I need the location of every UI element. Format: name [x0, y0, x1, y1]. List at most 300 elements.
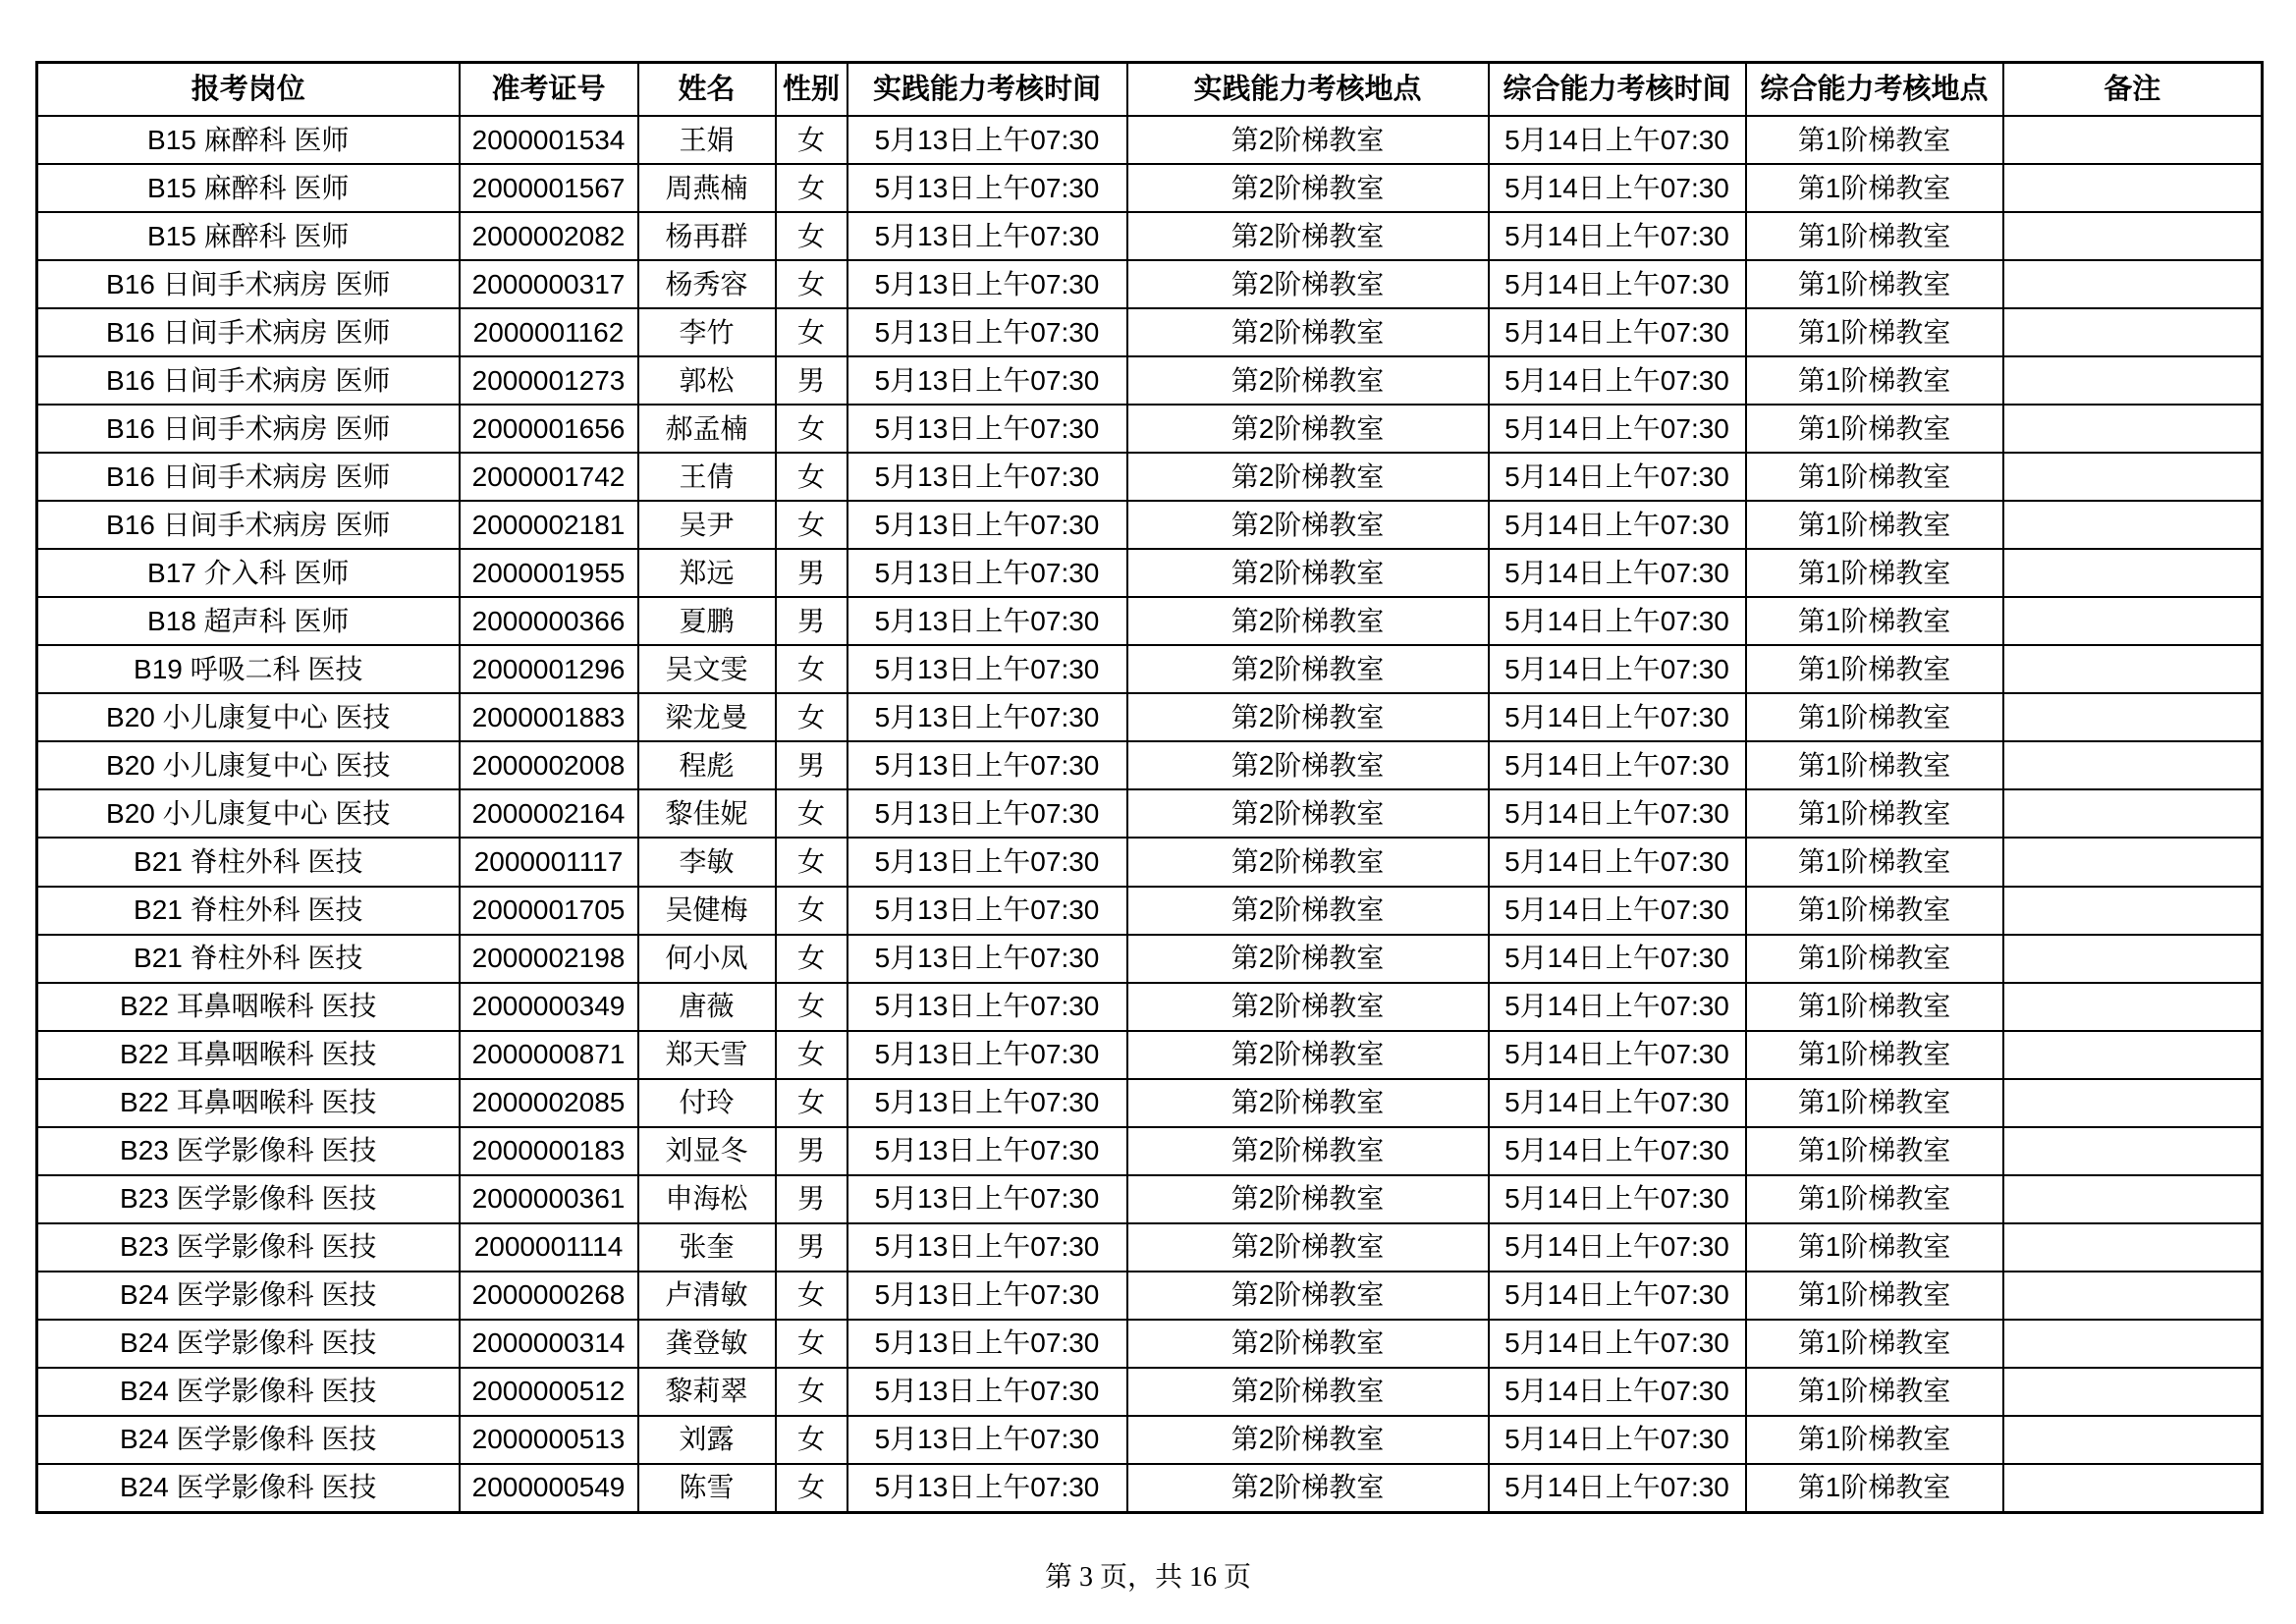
cell-practice-time: 5月13日上午07:30 — [847, 212, 1127, 260]
cell-practice-time: 5月13日上午07:30 — [847, 1416, 1127, 1464]
cell-ticket-number: 2000002164 — [460, 789, 638, 838]
cell-ticket-number: 2000000871 — [460, 1031, 638, 1079]
table-row — [37, 1416, 2263, 1464]
cell-comprehensive-time: 5月14日上午07:30 — [1489, 501, 1746, 549]
cell-position: B23 医学影像科 医技 — [37, 1127, 460, 1175]
cell-remarks — [2003, 1416, 2263, 1464]
cell-name: 张奎 — [638, 1223, 776, 1272]
cell-practice-time: 5月13日上午07:30 — [847, 453, 1127, 501]
cell-gender: 女 — [776, 1464, 847, 1513]
cell-practice-location: 第2阶梯教室 — [1127, 645, 1489, 693]
cell-practice-location: 第2阶梯教室 — [1127, 453, 1489, 501]
cell-name: 李竹 — [638, 308, 776, 356]
cell-practice-time: 5月13日上午07:30 — [847, 405, 1127, 453]
table-row — [37, 1223, 2263, 1272]
cell-name: 郑天雪 — [638, 1031, 776, 1079]
cell-remarks — [2003, 116, 2263, 164]
cell-comprehensive-location: 第1阶梯教室 — [1746, 1079, 2003, 1127]
cell-gender: 女 — [776, 645, 847, 693]
cell-ticket-number: 2000001955 — [460, 549, 638, 597]
table-row — [37, 501, 2263, 549]
cell-remarks — [2003, 501, 2263, 549]
cell-remarks — [2003, 549, 2263, 597]
cell-position: B22 耳鼻咽喉科 医技 — [37, 1031, 460, 1079]
cell-remarks — [2003, 1368, 2263, 1416]
cell-practice-location: 第2阶梯教室 — [1127, 1223, 1489, 1272]
cell-comprehensive-time: 5月14日上午07:30 — [1489, 597, 1746, 645]
table-row — [37, 308, 2263, 356]
cell-practice-location: 第2阶梯教室 — [1127, 983, 1489, 1031]
cell-practice-location: 第2阶梯教室 — [1127, 549, 1489, 597]
table-row — [37, 212, 2263, 260]
cell-name: 吴文雯 — [638, 645, 776, 693]
cell-gender: 女 — [776, 405, 847, 453]
cell-practice-location: 第2阶梯教室 — [1127, 935, 1489, 983]
cell-practice-time: 5月13日上午07:30 — [847, 549, 1127, 597]
cell-comprehensive-location: 第1阶梯教室 — [1746, 1175, 2003, 1223]
cell-ticket-number: 2000000314 — [460, 1320, 638, 1368]
cell-practice-time: 5月13日上午07:30 — [847, 887, 1127, 935]
cell-practice-location: 第2阶梯教室 — [1127, 260, 1489, 308]
table-row — [37, 645, 2263, 693]
exam-roster-sheet — [35, 61, 2261, 1514]
cell-name: 郭松 — [638, 356, 776, 405]
cell-position: B15 麻醉科 医师 — [37, 212, 460, 260]
cell-practice-location: 第2阶梯教室 — [1127, 164, 1489, 212]
cell-remarks — [2003, 356, 2263, 405]
header-name: 姓名 — [638, 63, 776, 117]
cell-gender: 男 — [776, 1223, 847, 1272]
cell-comprehensive-time: 5月14日上午07:30 — [1489, 164, 1746, 212]
cell-ticket-number: 2000002085 — [460, 1079, 638, 1127]
cell-position: B24 医学影像科 医技 — [37, 1368, 460, 1416]
cell-comprehensive-time: 5月14日上午07:30 — [1489, 983, 1746, 1031]
cell-ticket-number: 2000001705 — [460, 887, 638, 935]
cell-position: B18 超声科 医师 — [37, 597, 460, 645]
cell-practice-location: 第2阶梯教室 — [1127, 1031, 1489, 1079]
cell-ticket-number: 2000000366 — [460, 597, 638, 645]
cell-comprehensive-location: 第1阶梯教室 — [1746, 453, 2003, 501]
cell-comprehensive-time: 5月14日上午07:30 — [1489, 1416, 1746, 1464]
cell-gender: 女 — [776, 789, 847, 838]
cell-remarks — [2003, 1223, 2263, 1272]
cell-comprehensive-location: 第1阶梯教室 — [1746, 597, 2003, 645]
cell-practice-time: 5月13日上午07:30 — [847, 1127, 1127, 1175]
cell-practice-time: 5月13日上午07:30 — [847, 645, 1127, 693]
cell-remarks — [2003, 1464, 2263, 1513]
cell-remarks — [2003, 308, 2263, 356]
cell-comprehensive-time: 5月14日上午07:30 — [1489, 1031, 1746, 1079]
cell-remarks — [2003, 935, 2263, 983]
cell-name: 李敏 — [638, 838, 776, 886]
cell-comprehensive-location: 第1阶梯教室 — [1746, 1127, 2003, 1175]
cell-gender: 女 — [776, 453, 847, 501]
table-row — [37, 935, 2263, 983]
cell-comprehensive-time: 5月14日上午07:30 — [1489, 887, 1746, 935]
cell-comprehensive-location: 第1阶梯教室 — [1746, 116, 2003, 164]
cell-practice-location: 第2阶梯教室 — [1127, 887, 1489, 935]
cell-comprehensive-time: 5月14日上午07:30 — [1489, 935, 1746, 983]
cell-practice-time: 5月13日上午07:30 — [847, 1368, 1127, 1416]
cell-comprehensive-location: 第1阶梯教室 — [1746, 1416, 2003, 1464]
cell-remarks — [2003, 887, 2263, 935]
cell-name: 郑远 — [638, 549, 776, 597]
cell-gender: 男 — [776, 549, 847, 597]
cell-ticket-number: 2000002008 — [460, 741, 638, 789]
cell-position: B20 小儿康复中心 医技 — [37, 693, 460, 741]
cell-position: B19 呼吸二科 医技 — [37, 645, 460, 693]
cell-practice-time: 5月13日上午07:30 — [847, 693, 1127, 741]
cell-practice-time: 5月13日上午07:30 — [847, 164, 1127, 212]
cell-ticket-number: 2000000317 — [460, 260, 638, 308]
table-row — [37, 693, 2263, 741]
cell-comprehensive-location: 第1阶梯教室 — [1746, 1031, 2003, 1079]
cell-gender: 女 — [776, 935, 847, 983]
cell-remarks — [2003, 789, 2263, 838]
cell-remarks — [2003, 1272, 2263, 1320]
cell-remarks — [2003, 1079, 2263, 1127]
cell-comprehensive-time: 5月14日上午07:30 — [1489, 549, 1746, 597]
cell-name: 王倩 — [638, 453, 776, 501]
cell-name: 申海松 — [638, 1175, 776, 1223]
cell-name: 刘显冬 — [638, 1127, 776, 1175]
cell-gender: 女 — [776, 116, 847, 164]
cell-position: B23 医学影像科 医技 — [37, 1223, 460, 1272]
cell-position: B24 医学影像科 医技 — [37, 1464, 460, 1513]
cell-comprehensive-location: 第1阶梯教室 — [1746, 935, 2003, 983]
cell-ticket-number: 2000000513 — [460, 1416, 638, 1464]
cell-ticket-number: 2000000361 — [460, 1175, 638, 1223]
cell-ticket-number: 2000001534 — [460, 116, 638, 164]
cell-practice-time: 5月13日上午07:30 — [847, 1079, 1127, 1127]
cell-gender: 女 — [776, 693, 847, 741]
cell-name: 夏鹏 — [638, 597, 776, 645]
cell-ticket-number: 2000001114 — [460, 1223, 638, 1272]
table-row — [37, 1079, 2263, 1127]
cell-remarks — [2003, 1031, 2263, 1079]
table-row — [37, 789, 2263, 838]
cell-comprehensive-time: 5月14日上午07:30 — [1489, 1175, 1746, 1223]
cell-position: B22 耳鼻咽喉科 医技 — [37, 983, 460, 1031]
header-practice-time: 实践能力考核时间 — [847, 63, 1127, 117]
cell-practice-time: 5月13日上午07:30 — [847, 260, 1127, 308]
cell-ticket-number: 2000000183 — [460, 1127, 638, 1175]
cell-gender: 女 — [776, 1368, 847, 1416]
header-position: 报考岗位 — [37, 63, 460, 117]
cell-practice-time: 5月13日上午07:30 — [847, 1272, 1127, 1320]
cell-comprehensive-location: 第1阶梯教室 — [1746, 838, 2003, 886]
cell-practice-location: 第2阶梯教室 — [1127, 838, 1489, 886]
cell-comprehensive-time: 5月14日上午07:30 — [1489, 1272, 1746, 1320]
cell-comprehensive-location: 第1阶梯教室 — [1746, 789, 2003, 838]
cell-position: B24 医学影像科 医技 — [37, 1416, 460, 1464]
cell-practice-location: 第2阶梯教室 — [1127, 789, 1489, 838]
cell-name: 黎佳妮 — [638, 789, 776, 838]
cell-comprehensive-time: 5月14日上午07:30 — [1489, 116, 1746, 164]
cell-practice-time: 5月13日上午07:30 — [847, 1223, 1127, 1272]
table-row — [37, 838, 2263, 886]
header-remarks: 备注 — [2003, 63, 2263, 117]
cell-gender: 女 — [776, 1272, 847, 1320]
cell-ticket-number: 2000001656 — [460, 405, 638, 453]
cell-position: B16 日间手术病房 医师 — [37, 405, 460, 453]
cell-remarks — [2003, 983, 2263, 1031]
cell-name: 陈雪 — [638, 1464, 776, 1513]
cell-practice-time: 5月13日上午07:30 — [847, 308, 1127, 356]
cell-comprehensive-location: 第1阶梯教室 — [1746, 887, 2003, 935]
cell-position: B16 日间手术病房 医师 — [37, 453, 460, 501]
cell-practice-time: 5月13日上午07:30 — [847, 356, 1127, 405]
cell-practice-time: 5月13日上午07:30 — [847, 935, 1127, 983]
cell-practice-time: 5月13日上午07:30 — [847, 597, 1127, 645]
cell-remarks — [2003, 164, 2263, 212]
cell-name: 卢清敏 — [638, 1272, 776, 1320]
cell-ticket-number: 2000000268 — [460, 1272, 638, 1320]
cell-gender: 女 — [776, 501, 847, 549]
cell-comprehensive-time: 5月14日上午07:30 — [1489, 1079, 1746, 1127]
cell-practice-time: 5月13日上午07:30 — [847, 838, 1127, 886]
cell-remarks — [2003, 597, 2263, 645]
cell-name: 梁龙曼 — [638, 693, 776, 741]
cell-comprehensive-time: 5月14日上午07:30 — [1489, 741, 1746, 789]
header-comprehensive-location: 综合能力考核地点 — [1746, 63, 2003, 117]
header-practice-location: 实践能力考核地点 — [1127, 63, 1489, 117]
cell-name: 黎莉翠 — [638, 1368, 776, 1416]
cell-ticket-number: 2000001273 — [460, 356, 638, 405]
cell-comprehensive-location: 第1阶梯教室 — [1746, 983, 2003, 1031]
cell-practice-location: 第2阶梯教室 — [1127, 1127, 1489, 1175]
exam-roster-table — [35, 61, 2264, 1514]
table-header-row — [37, 63, 2263, 117]
cell-practice-time: 5月13日上午07:30 — [847, 789, 1127, 838]
cell-comprehensive-location: 第1阶梯教室 — [1746, 741, 2003, 789]
cell-practice-location: 第2阶梯教室 — [1127, 1079, 1489, 1127]
cell-remarks — [2003, 838, 2263, 886]
cell-position: B21 脊柱外科 医技 — [37, 887, 460, 935]
cell-practice-time: 5月13日上午07:30 — [847, 1175, 1127, 1223]
cell-gender: 女 — [776, 983, 847, 1031]
cell-comprehensive-time: 5月14日上午07:30 — [1489, 1127, 1746, 1175]
cell-name: 杨秀容 — [638, 260, 776, 308]
cell-comprehensive-location: 第1阶梯教室 — [1746, 501, 2003, 549]
cell-name: 吴尹 — [638, 501, 776, 549]
cell-position: B21 脊柱外科 医技 — [37, 838, 460, 886]
cell-comprehensive-time: 5月14日上午07:30 — [1489, 308, 1746, 356]
cell-practice-location: 第2阶梯教室 — [1127, 308, 1489, 356]
cell-ticket-number: 2000002082 — [460, 212, 638, 260]
cell-remarks — [2003, 453, 2263, 501]
cell-ticket-number: 2000002181 — [460, 501, 638, 549]
cell-gender: 女 — [776, 887, 847, 935]
cell-remarks — [2003, 645, 2263, 693]
cell-gender: 女 — [776, 1079, 847, 1127]
cell-position: B15 麻醉科 医师 — [37, 116, 460, 164]
table-row — [37, 164, 2263, 212]
cell-practice-location: 第2阶梯教室 — [1127, 116, 1489, 164]
cell-practice-location: 第2阶梯教室 — [1127, 1368, 1489, 1416]
table-row — [37, 1175, 2263, 1223]
cell-comprehensive-time: 5月14日上午07:30 — [1489, 1368, 1746, 1416]
cell-position: B24 医学影像科 医技 — [37, 1272, 460, 1320]
cell-practice-time: 5月13日上午07:30 — [847, 983, 1127, 1031]
cell-remarks — [2003, 260, 2263, 308]
cell-remarks — [2003, 1127, 2263, 1175]
cell-gender: 女 — [776, 838, 847, 886]
cell-position: B16 日间手术病房 医师 — [37, 260, 460, 308]
cell-position: B23 医学影像科 医技 — [37, 1175, 460, 1223]
cell-practice-location: 第2阶梯教室 — [1127, 212, 1489, 260]
cell-practice-location: 第2阶梯教室 — [1127, 1320, 1489, 1368]
cell-comprehensive-time: 5月14日上午07:30 — [1489, 1320, 1746, 1368]
cell-ticket-number: 2000001883 — [460, 693, 638, 741]
cell-name: 程彪 — [638, 741, 776, 789]
cell-name: 唐薇 — [638, 983, 776, 1031]
cell-comprehensive-location: 第1阶梯教室 — [1746, 1464, 2003, 1513]
cell-practice-location: 第2阶梯教室 — [1127, 356, 1489, 405]
cell-name: 王娟 — [638, 116, 776, 164]
cell-gender: 男 — [776, 356, 847, 405]
cell-ticket-number: 2000001567 — [460, 164, 638, 212]
page-number-footer: 第 3 页，共 16 页 — [1044, 1562, 1251, 1593]
cell-position: B22 耳鼻咽喉科 医技 — [37, 1079, 460, 1127]
cell-practice-location: 第2阶梯教室 — [1127, 501, 1489, 549]
table-row — [37, 887, 2263, 935]
cell-ticket-number: 2000000349 — [460, 983, 638, 1031]
cell-name: 杨再群 — [638, 212, 776, 260]
cell-position: B24 医学影像科 医技 — [37, 1320, 460, 1368]
cell-ticket-number: 2000001117 — [460, 838, 638, 886]
cell-comprehensive-time: 5月14日上午07:30 — [1489, 356, 1746, 405]
cell-gender: 男 — [776, 597, 847, 645]
cell-ticket-number: 2000002198 — [460, 935, 638, 983]
cell-comprehensive-location: 第1阶梯教室 — [1746, 405, 2003, 453]
cell-practice-location: 第2阶梯教室 — [1127, 1416, 1489, 1464]
cell-remarks — [2003, 1320, 2263, 1368]
header-comprehensive-time: 综合能力考核时间 — [1489, 63, 1746, 117]
cell-practice-time: 5月13日上午07:30 — [847, 501, 1127, 549]
cell-comprehensive-location: 第1阶梯教室 — [1746, 308, 2003, 356]
cell-remarks — [2003, 212, 2263, 260]
cell-comprehensive-location: 第1阶梯教室 — [1746, 356, 2003, 405]
cell-comprehensive-time: 5月14日上午07:30 — [1489, 1223, 1746, 1272]
cell-position: B17 介入科 医师 — [37, 549, 460, 597]
cell-position: B16 日间手术病房 医师 — [37, 308, 460, 356]
cell-remarks — [2003, 693, 2263, 741]
table-body — [37, 116, 2263, 1513]
cell-gender: 女 — [776, 1320, 847, 1368]
cell-comprehensive-location: 第1阶梯教室 — [1746, 1320, 2003, 1368]
cell-comprehensive-location: 第1阶梯教室 — [1746, 1223, 2003, 1272]
table-row — [37, 1031, 2263, 1079]
cell-position: B16 日间手术病房 医师 — [37, 501, 460, 549]
cell-comprehensive-time: 5月14日上午07:30 — [1489, 693, 1746, 741]
cell-practice-time: 5月13日上午07:30 — [847, 116, 1127, 164]
table-row — [37, 1368, 2263, 1416]
table-row — [37, 405, 2263, 453]
cell-practice-location: 第2阶梯教室 — [1127, 1272, 1489, 1320]
cell-remarks — [2003, 405, 2263, 453]
cell-remarks — [2003, 1175, 2263, 1223]
cell-comprehensive-location: 第1阶梯教室 — [1746, 645, 2003, 693]
cell-name: 周燕楠 — [638, 164, 776, 212]
table-row — [37, 1464, 2263, 1513]
cell-comprehensive-time: 5月14日上午07:30 — [1489, 212, 1746, 260]
cell-comprehensive-location: 第1阶梯教室 — [1746, 164, 2003, 212]
cell-practice-location: 第2阶梯教室 — [1127, 1464, 1489, 1513]
cell-gender: 男 — [776, 1175, 847, 1223]
cell-name: 付玲 — [638, 1079, 776, 1127]
cell-practice-location: 第2阶梯教室 — [1127, 693, 1489, 741]
cell-comprehensive-time: 5月14日上午07:30 — [1489, 453, 1746, 501]
cell-practice-time: 5月13日上午07:30 — [847, 1320, 1127, 1368]
cell-gender: 女 — [776, 260, 847, 308]
cell-practice-time: 5月13日上午07:30 — [847, 1464, 1127, 1513]
cell-practice-location: 第2阶梯教室 — [1127, 741, 1489, 789]
cell-gender: 女 — [776, 1416, 847, 1464]
cell-comprehensive-time: 5月14日上午07:30 — [1489, 1464, 1746, 1513]
cell-position: B20 小儿康复中心 医技 — [37, 741, 460, 789]
table-row — [37, 597, 2263, 645]
table-row — [37, 983, 2263, 1031]
cell-gender: 男 — [776, 1127, 847, 1175]
cell-gender: 女 — [776, 164, 847, 212]
table-row — [37, 116, 2263, 164]
cell-position: B21 脊柱外科 医技 — [37, 935, 460, 983]
cell-gender: 女 — [776, 1031, 847, 1079]
cell-practice-location: 第2阶梯教室 — [1127, 597, 1489, 645]
table-row — [37, 549, 2263, 597]
table-row — [37, 1272, 2263, 1320]
cell-comprehensive-location: 第1阶梯教室 — [1746, 1272, 2003, 1320]
cell-position: B16 日间手术病房 医师 — [37, 356, 460, 405]
cell-ticket-number: 2000001162 — [460, 308, 638, 356]
cell-name: 郝孟楠 — [638, 405, 776, 453]
cell-ticket-number: 2000001296 — [460, 645, 638, 693]
cell-comprehensive-location: 第1阶梯教室 — [1746, 693, 2003, 741]
cell-comprehensive-time: 5月14日上午07:30 — [1489, 838, 1746, 886]
cell-ticket-number: 2000000549 — [460, 1464, 638, 1513]
table-row — [37, 1320, 2263, 1368]
cell-comprehensive-time: 5月14日上午07:30 — [1489, 789, 1746, 838]
table-row — [37, 1127, 2263, 1175]
cell-gender: 男 — [776, 741, 847, 789]
header-ticket-number: 准考证号 — [460, 63, 638, 117]
cell-gender: 女 — [776, 308, 847, 356]
cell-practice-time: 5月13日上午07:30 — [847, 1031, 1127, 1079]
cell-comprehensive-time: 5月14日上午07:30 — [1489, 260, 1746, 308]
cell-gender: 女 — [776, 212, 847, 260]
table-row — [37, 356, 2263, 405]
cell-position: B20 小儿康复中心 医技 — [37, 789, 460, 838]
cell-practice-time: 5月13日上午07:30 — [847, 741, 1127, 789]
cell-ticket-number: 2000001742 — [460, 453, 638, 501]
cell-position: B15 麻醉科 医师 — [37, 164, 460, 212]
cell-practice-location: 第2阶梯教室 — [1127, 405, 1489, 453]
cell-name: 刘露 — [638, 1416, 776, 1464]
cell-practice-location: 第2阶梯教室 — [1127, 1175, 1489, 1223]
cell-comprehensive-time: 5月14日上午07:30 — [1489, 405, 1746, 453]
cell-name: 吴健梅 — [638, 887, 776, 935]
cell-ticket-number: 2000000512 — [460, 1368, 638, 1416]
cell-comprehensive-time: 5月14日上午07:30 — [1489, 645, 1746, 693]
table-row — [37, 260, 2263, 308]
table-row — [37, 453, 2263, 501]
cell-comprehensive-location: 第1阶梯教室 — [1746, 1368, 2003, 1416]
cell-comprehensive-location: 第1阶梯教室 — [1746, 212, 2003, 260]
cell-name: 龚登敏 — [638, 1320, 776, 1368]
cell-name: 何小凤 — [638, 935, 776, 983]
cell-comprehensive-location: 第1阶梯教室 — [1746, 549, 2003, 597]
